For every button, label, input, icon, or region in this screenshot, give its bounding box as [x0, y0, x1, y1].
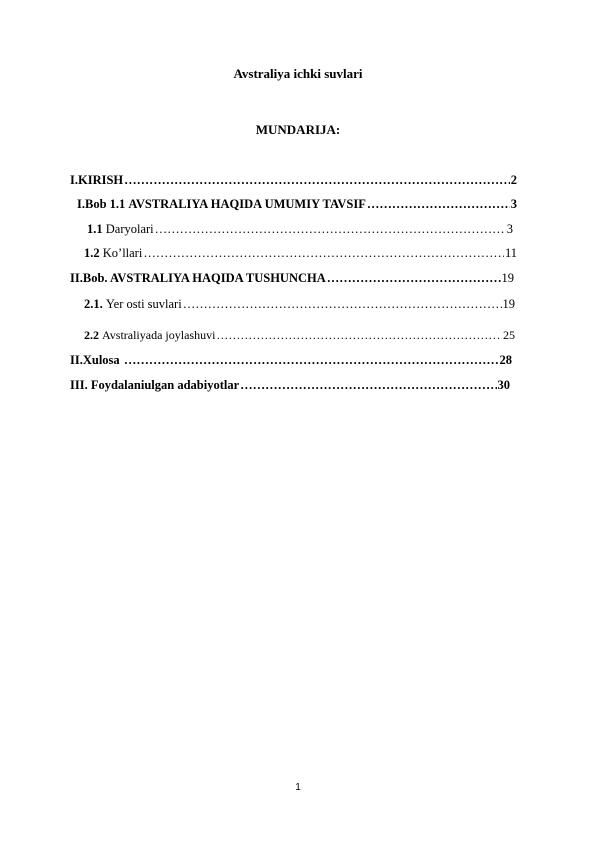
toc-entry-number: 2.1. — [84, 297, 103, 311]
toc-entry-page: 30 — [497, 378, 510, 392]
toc-entry-number: I.Bob 1.1 — [77, 197, 126, 211]
toc-entry-label: Bob. AVSTRALIYA HAQIDA TUSHUNCHA — [82, 271, 326, 285]
toc-entry-page: 28 — [499, 353, 512, 367]
toc-leader-dots — [216, 327, 502, 343]
toc-entry-number: II. — [70, 353, 83, 367]
document-title: Avstraliya ichki suvlari — [233, 66, 363, 81]
toc-leader-dots — [367, 196, 510, 212]
toc-leader-dots — [240, 377, 496, 393]
toc-entry-daryolari[interactable] — [87, 221, 513, 237]
toc-entry-number: III. — [70, 378, 88, 392]
toc-leader-dots — [124, 352, 499, 368]
toc-entry-label: Ko’llari — [102, 246, 143, 260]
toc-entry-adabiyotlar[interactable] — [70, 377, 510, 393]
toc-entry-number: II. — [70, 271, 83, 285]
toc-entry-page: 19 — [502, 297, 515, 311]
toc-entry-umumiy-tavsif[interactable] — [77, 196, 517, 212]
toc-entry-kollari[interactable] — [84, 245, 517, 261]
toc-entry-label: Yer osti suvlari — [105, 297, 182, 311]
toc-entry-page: 25 — [503, 328, 515, 342]
toc-entry-number: 2.2 — [84, 328, 99, 342]
toc-entry-yer-osti-suvlari[interactable] — [84, 296, 515, 312]
toc-entry-number: 1.2 — [84, 246, 100, 260]
toc-entry-label: Foydalaniulgan adabiyotlar — [90, 378, 240, 392]
toc-entry-number: 1.1 — [87, 222, 103, 236]
toc-entry-label: KIRISH — [78, 173, 124, 187]
toc-entry-label: Avstraliyada joylashuvi — [102, 328, 216, 342]
toc-leader-dots — [183, 296, 502, 312]
toc-entry-tushuncha[interactable] — [70, 270, 514, 286]
toc-leader-dots — [124, 172, 510, 188]
toc-entry-number: I. — [70, 173, 78, 187]
toc-entry-page: 19 — [501, 271, 514, 285]
toc-entry-page: 11 — [504, 246, 517, 260]
toc-entry-page: 3 — [506, 222, 513, 236]
toc-entry-label: AVSTRALIYA HAQIDA UMUMIY TAVSIF — [128, 197, 366, 211]
toc-entry-label: Daryolari — [105, 222, 154, 236]
toc-leader-dots — [327, 270, 501, 286]
toc-entry-xulosa[interactable] — [70, 352, 512, 368]
toc-leader-dots — [143, 245, 504, 261]
toc-entry-label: Xulosa — [82, 353, 120, 367]
toc-leader-dots — [155, 221, 506, 237]
toc-entry-page: 2 — [510, 173, 517, 187]
page-number: 1 — [295, 782, 301, 793]
toc-entry-kirish[interactable] — [70, 172, 517, 188]
toc-entry-joylashuvi[interactable] — [84, 327, 515, 343]
toc-heading: MUNDARIJA: — [255, 122, 341, 137]
toc-entry-page: 3 — [510, 197, 517, 211]
